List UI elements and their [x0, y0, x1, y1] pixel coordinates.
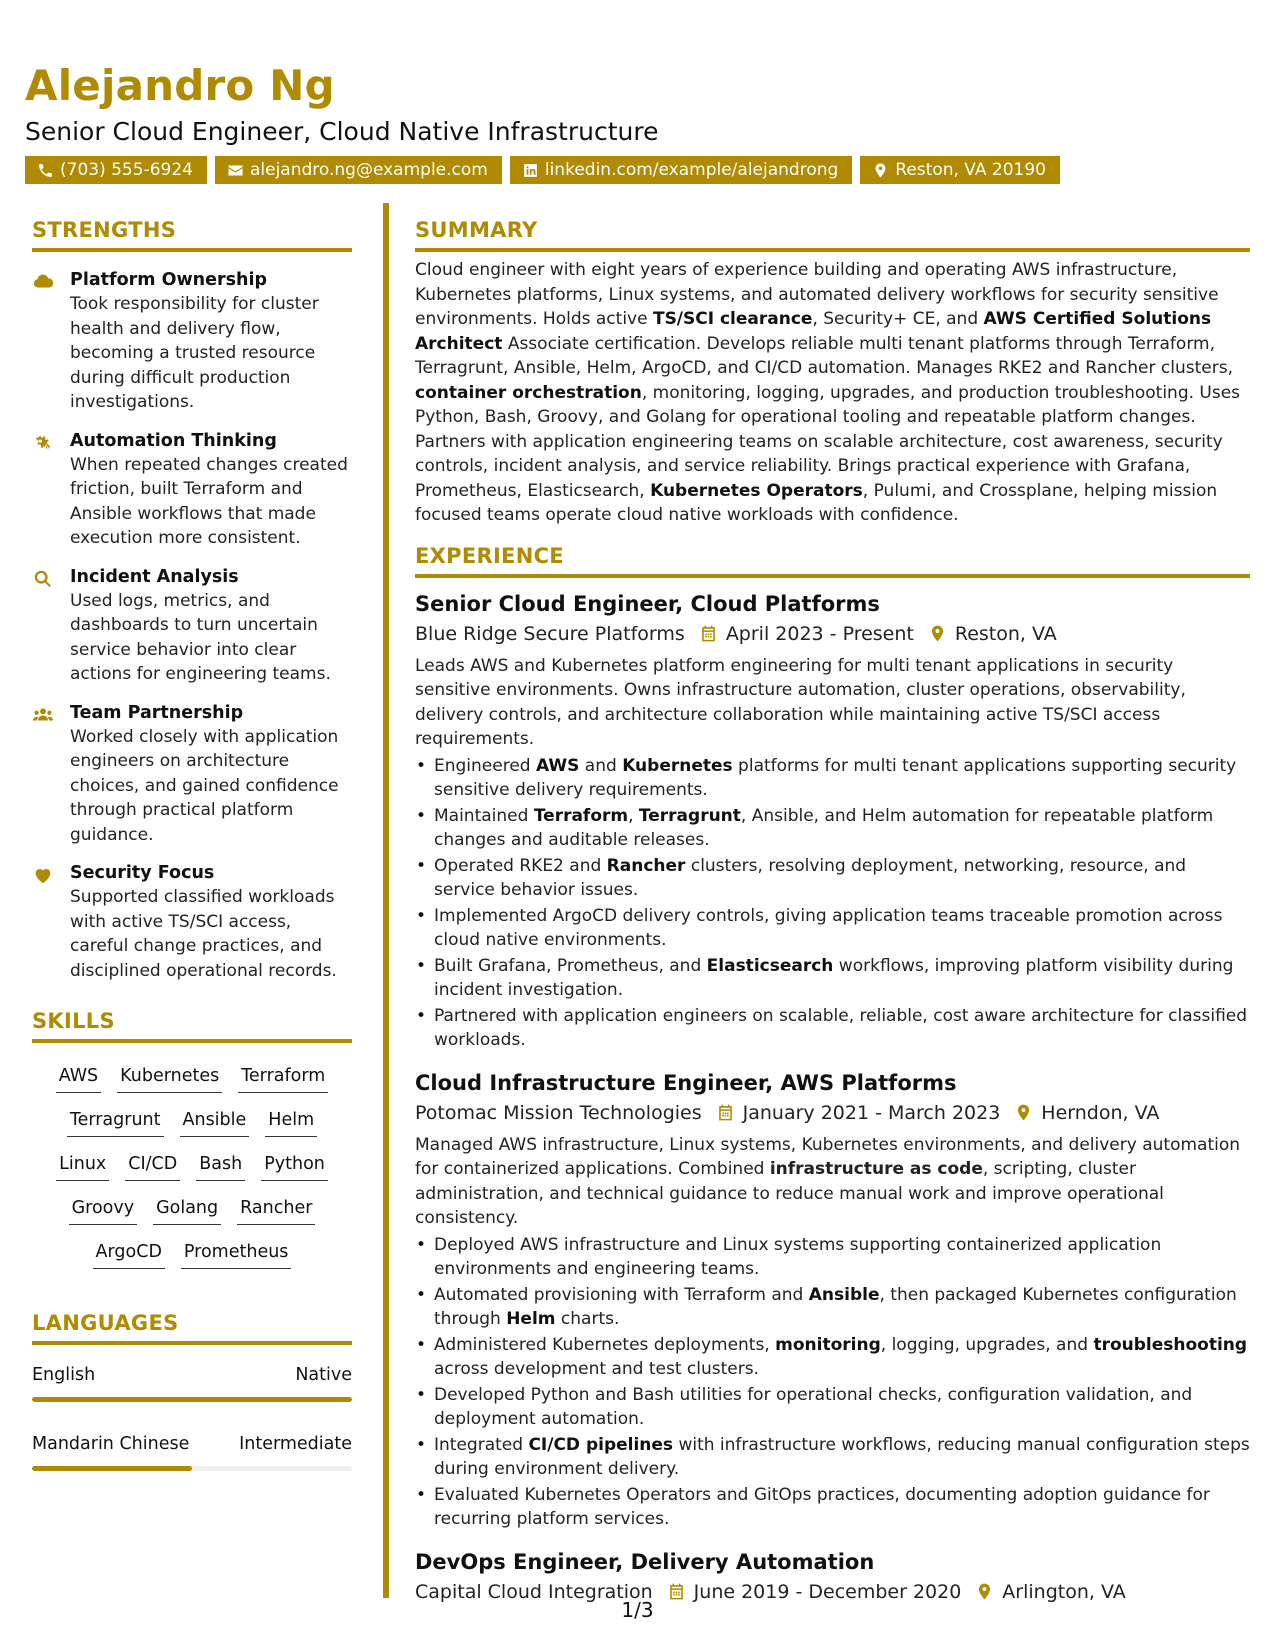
skill-tag: Terragrunt [67, 1107, 164, 1137]
text-run: Associate certification. Develops reliable multi tenant platforms through Terraform, Terragrunt, Ansible, Helm, ArgoCD, and CI/CD automation. Manages RKE2 and Rancher clusters, [415, 333, 1233, 378]
skill-tag: Terraform [238, 1063, 328, 1093]
job-location: Reston, VA [954, 622, 1057, 645]
text-run: , Pulumi, and Crossplane, helping mission focused teams operate cloud native workloads with confidence. [415, 480, 1218, 525]
strength-desc: When repeated changes created friction, built Terraform and Ansible workflows that made execution more consistent. [70, 454, 348, 548]
text-run: Operated RKE2 and [434, 855, 607, 876]
envelope-icon [227, 162, 244, 179]
text-run: Evaluated Kubernetes Operators and GitOps practices, documenting adoption guidance for recurring platform services. [434, 1484, 1210, 1529]
job-bullet [415, 1333, 1250, 1382]
strength-item [32, 861, 352, 983]
strength-desc: Used logs, metrics, and dashboards to turn uncertain service behavior into clear actions for engineering teams. [70, 590, 331, 684]
language-proficiency-bar [32, 1466, 352, 1471]
contact-linkedin[interactable] [510, 156, 852, 184]
emphasis-text: Terraform [533, 805, 629, 826]
language-level: Native [295, 1365, 352, 1385]
text-run: , monitoring, logging, upgrades, and production troubleshooting. Uses Python, Bash, Groovy, and Golang for operational tooling and repeatable platform changes. Partners with application engineering teams on scalable architecture, cost awareness, security controls, incident analysis, and service reliability. Brings practical experience with Grafana, Prometheus, Elasticsearch, [415, 382, 1241, 501]
emphasis-text: Terragrunt [638, 805, 741, 826]
emphasis-text: Helm [506, 1309, 556, 1329]
text-run: Integrated [434, 1434, 529, 1455]
job-bullet [415, 854, 1250, 903]
heart-icon [32, 864, 54, 886]
text-run: charts. [555, 1309, 620, 1329]
strengths-rule [32, 248, 352, 252]
skills-list [32, 1063, 352, 1269]
text-run: clusters, resolving deployment, networking, resource, and service behavior issues. [434, 855, 1187, 900]
job-bullet [415, 1383, 1250, 1432]
strength-title: Team Partnership [70, 702, 244, 723]
job-meta [415, 1099, 1250, 1127]
skill-tag: AWS [56, 1063, 101, 1093]
languages-rule [32, 1341, 352, 1345]
contact-location[interactable] [860, 156, 1060, 184]
job-company: Blue Ridge Secure Platforms [415, 622, 685, 645]
strength-desc: Took responsibility for cluster health and delivery flow, becoming a trusted resource during difficult production investigations. [70, 294, 319, 412]
experience-heading: EXPERIENCE [415, 543, 564, 568]
users-icon [32, 704, 54, 726]
job-bullet [415, 1283, 1250, 1332]
language-name: English [32, 1365, 96, 1385]
summary-rule [415, 248, 1250, 252]
skill-tag: Prometheus [181, 1239, 292, 1269]
job-company: Capital Cloud Integration [415, 1580, 653, 1603]
skill-tag: Helm [265, 1107, 317, 1137]
emphasis-text: Elasticsearch [706, 955, 834, 976]
language-proficiency-bar [32, 1397, 352, 1402]
job-location: Herndon, VA [1041, 1101, 1160, 1124]
text-run: Engineered [434, 755, 536, 776]
emphasis-text: TS/SCI clearance [652, 309, 813, 329]
strength-title: Security Focus [70, 863, 215, 883]
language-name: Mandarin Chinese [32, 1434, 190, 1454]
text-run: across development and test clusters. [434, 1359, 759, 1379]
job-bullet [415, 1483, 1250, 1532]
text-run: , logging, upgrades, and [880, 1334, 1094, 1355]
location-pin-icon [872, 162, 889, 179]
text-run: , Ansible, and Helm automation for repeatable platform changes and auditable releases. [434, 805, 1214, 850]
contact-phone-text: (703) 555-6924 [60, 160, 193, 180]
text-run: Partnered with application engineers on scalable, reliable, cost aware architecture for classified workloads. [434, 1005, 1248, 1050]
job-entry [415, 590, 1250, 1053]
emphasis-text: Kubernetes [622, 755, 733, 776]
strength-desc: Worked closely with application engineers on architecture choices, and gained confidence through practical platform guidance. [70, 726, 339, 845]
emphasis-text: Rancher [606, 855, 686, 876]
skill-tag: Kubernetes [117, 1063, 222, 1093]
skills-rule [32, 1039, 352, 1043]
text-run: platforms for multi tenant applications supporting security sensitive delivery requirements. [434, 755, 1237, 800]
skill-tag: CI/CD [125, 1151, 180, 1181]
text-run: with infrastructure workflows, reducing manual configuration steps during environment delivery. [434, 1434, 1250, 1479]
emphasis-text: troubleshooting [1093, 1334, 1248, 1355]
skill-tag: Golang [153, 1195, 221, 1225]
job-bullet [415, 954, 1250, 1003]
job-dates: April 2023 - Present [725, 622, 914, 645]
resume-header [25, 62, 1255, 184]
strength-desc: Supported classified workloads with active TS/SCI access, careful change practices, and disciplined operational records. [70, 887, 337, 981]
strength-title: Automation Thinking [70, 430, 277, 451]
skill-tag: Linux [56, 1151, 109, 1181]
contact-email-text: alejandro.ng@example.com [249, 160, 488, 180]
contact-location-text: Reston, VA 20190 [895, 160, 1046, 180]
text-run: Automated provisioning with Terraform and [434, 1284, 809, 1305]
emphasis-text: Kubernetes Operators [650, 480, 863, 501]
language-item [32, 1432, 352, 1471]
skill-tag: Ansible [180, 1107, 250, 1137]
contact-email[interactable] [215, 156, 502, 184]
strength-item [32, 701, 352, 848]
emphasis-text: Ansible [808, 1284, 880, 1305]
text-run: Implemented ArgoCD delivery controls, giving application teams traceable promotion across cloud native environments. [434, 905, 1223, 950]
linkedin-icon [522, 162, 539, 179]
skill-tag: Python [261, 1151, 328, 1181]
text-run: Cloud engineer with eight years of experience building and operating AWS infrastructure, Kubernetes platforms, Linux systems, and automated delivery workflows for security sensitive environments. Holds active [415, 260, 1219, 329]
calendar-icon [699, 624, 718, 643]
text-run: , then packaged Kubernetes configuration through [434, 1284, 1237, 1329]
page-number-text: 1/3 [621, 1598, 654, 1622]
language-proficiency-fill [32, 1466, 192, 1471]
emphasis-text: CI/CD pipelines [528, 1434, 674, 1455]
right-column [415, 216, 1250, 1606]
text-run: and [579, 755, 623, 776]
candidate-name: Alejandro Ng [25, 61, 335, 110]
left-column [32, 216, 352, 1471]
job-bullet [415, 1004, 1250, 1053]
phone-icon [37, 162, 54, 179]
text-run: Built Grafana, Prometheus, and [434, 955, 707, 976]
emphasis-text: AWS [536, 755, 580, 776]
languages-heading: LANGUAGES [32, 1311, 179, 1335]
job-meta [415, 620, 1250, 648]
strengths-heading: STRENGTHS [32, 218, 177, 242]
experience-rule [415, 574, 1250, 578]
strength-item [32, 429, 352, 551]
text-run: Deployed AWS infrastructure and Linux systems supporting containerized application environments and engineering teams. [434, 1234, 1162, 1279]
skill-tag: Rancher [237, 1195, 315, 1225]
candidate-title: Senior Cloud Engineer, Cloud Native Infrastructure [25, 117, 659, 146]
job-title: DevOps Engineer, Delivery Automation [415, 1549, 875, 1574]
job-description [415, 1133, 1250, 1231]
skill-tag: Groovy [69, 1195, 138, 1225]
text-run: Administered Kubernetes deployments, [434, 1334, 776, 1355]
text-run: Developed Python and Bash utilities for operational checks, configuration validation, and deployment automation. [434, 1384, 1193, 1429]
column-divider [383, 203, 389, 1598]
job-entry [415, 1548, 1250, 1606]
job-title: Senior Cloud Engineer, Cloud Platforms [415, 591, 880, 616]
job-bullets [415, 754, 1250, 1053]
language-item [32, 1363, 352, 1402]
job-bullet [415, 1433, 1250, 1482]
summary-heading: SUMMARY [415, 218, 538, 242]
contact-phone[interactable] [25, 156, 207, 184]
strength-title: Platform Ownership [70, 270, 267, 290]
job-bullet [415, 804, 1250, 853]
job-dates: January 2021 - March 2023 [742, 1101, 1001, 1124]
emphasis-text: infrastructure as code [769, 1159, 983, 1179]
job-bullets [415, 1233, 1250, 1532]
job-title: Cloud Infrastructure Engineer, AWS Platforms [415, 1070, 957, 1095]
job-bullet [415, 1233, 1250, 1282]
cloud-icon [32, 271, 54, 293]
job-dates: June 2019 - December 2020 [693, 1580, 962, 1603]
summary-text [415, 258, 1250, 528]
page-number [0, 1598, 1275, 1622]
job-bullet [415, 754, 1250, 803]
emphasis-text: AWS Certified Solutions Architect [415, 309, 1212, 354]
job-bullet [415, 904, 1250, 953]
text-run: , Security+ CE, and [812, 309, 984, 329]
skill-tag: Bash [196, 1151, 245, 1181]
emphasis-text: container orchestration [415, 382, 642, 403]
emphasis-text: monitoring [775, 1334, 881, 1355]
text-run: , [628, 805, 639, 826]
location-pin-icon [1014, 1103, 1033, 1122]
language-proficiency-fill [32, 1397, 352, 1402]
gears-icon [32, 432, 54, 454]
strength-item [32, 565, 352, 687]
text-run: workflows, improving platform visibility during incident investigation. [434, 955, 1234, 1000]
job-entry [415, 1069, 1250, 1532]
strength-title: Incident Analysis [70, 566, 239, 587]
contact-bar [25, 156, 1255, 184]
skills-heading: SKILLS [32, 1009, 115, 1033]
language-level: Intermediate [239, 1434, 352, 1454]
job-description: Leads AWS and Kubernetes platform engineering for multi tenant applications in security sensitive environments. Owns infrastructure automation, cluster operations, observability, delivery controls, and architecture collaboration while maintaining active TS/SCI access requirements. [415, 655, 1186, 749]
text-run: Managed AWS infrastructure, Linux systems, Kubernetes environments, and delivery automation for containerized applications. Combined [415, 1134, 1241, 1179]
contact-linkedin-text: linkedin.com/example/alejandrong [544, 160, 839, 180]
skill-tag: ArgoCD [93, 1239, 165, 1269]
job-company: Potomac Mission Technologies [415, 1101, 702, 1124]
strength-item [32, 268, 352, 415]
text-run: , scripting, cluster administration, and technical guidance to reduce manual work and improve operational consistency. [415, 1159, 1164, 1228]
search-icon [32, 568, 54, 590]
calendar-icon [716, 1103, 735, 1122]
text-run: Maintained [434, 805, 534, 826]
location-pin-icon [928, 624, 947, 643]
job-location: Arlington, VA [1002, 1580, 1126, 1603]
